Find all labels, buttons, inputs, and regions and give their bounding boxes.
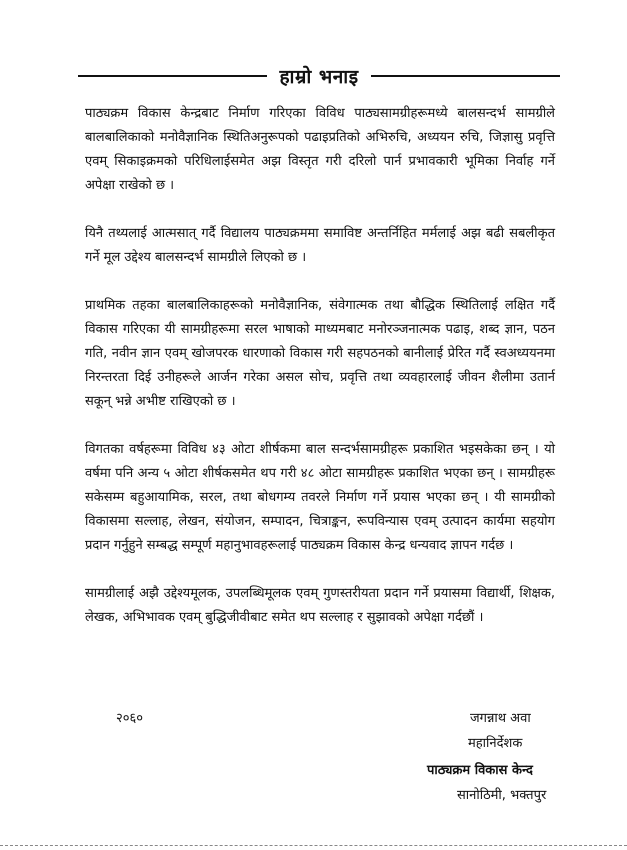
- title-rule-right: [371, 75, 560, 77]
- year: २०६०: [116, 711, 144, 726]
- paragraph-4: विगतका वर्षहरूमा विविध ४३ ओटा शीर्षकमा बाल सन्दर्भसामग्रीहरू प्रकाशित भइसकेका छन् । यो वर्षमा पनि अन्य ५ ओटा शीर्षकसमेत थप गरी ४८ ओटा सामग्रीहरू प्रकाशित भएका छन् । सामग्रीहरू सकेसम्म बहुआयामिक, सरल, तथा बोधगम्य तवरले निर्माण गर्ने प्रयास भएका छन् । यी सामग्रीको विकासमा सल्लाह, लेखन, संयोजन, सम्पादन, चित्राङ्कन, रूपविन्यास एवम् उत्पादन कार्यमा सहयोग प्रदान गर्नुहुने सम्बद्ध सम्पूर्ण महानुभावहरूलाई पाठ्यक्रम विकास केन्द्र धन्यवाद ज्ञापन गर्दछ ।: [85, 442, 555, 553]
- title-rule-left: [78, 75, 267, 77]
- bottom-divider: [0, 845, 627, 846]
- paragraph-5: सामग्रीलाई अझै उद्देश्यमूलक, उपलब्धिमूलक एवम् गुणस्तरीयता प्रदान गर्ने प्रयासमा विद्यार्थी, शिक्षक, लेखक, अभिभावक एवम् बुद्धिजीवीबाट समेत थप सल्लाह र सुझावको अपेक्षा गर्दछौं ।: [85, 586, 555, 625]
- title-row: [78, 62, 560, 90]
- paragraph-1: पाठ्यक्रम विकास केन्द्रबाट निर्माण गरिएका विविध पाठ्यसामग्रीहरूमध्ये बालसन्दर्भ सामग्रीले बालबालिकाको मनोवैज्ञानिक स्थितिअनुरूपको पढाइप्रतिको अभिरुचि, अध्ययन रुचि, जिज्ञासु प्रवृत्ति एवम् सिकाइक्रमको परिधिलाईसमेत अझ विस्तृत गरी दरिलो पार्न प्रभावकारी भूमिका निर्वाह गर्ने अपेक्षा राखेको छ ।: [85, 106, 555, 193]
- organization-address: सानोठिमी, भक्तपुर: [457, 788, 547, 803]
- document-body: [85, 102, 555, 654]
- paragraph-2: यिनै तथ्यलाई आत्मसात् गर्दै विद्यालय पाठ्यक्रममा समाविष्ट अन्तर्निहित मर्मलाई अझ बढी सबलीकृत गर्ने मूल उद्देश्य बालसन्दर्भ सामग्रीले लिएको छ ।: [85, 226, 555, 265]
- signatory-designation: महानिर्देशक: [468, 736, 523, 751]
- organization-name: पाठ्यक्रम विकास केन्द: [427, 763, 533, 778]
- page-title: हाम्रो भनाइ: [279, 66, 359, 88]
- signatory-name: जगन्नाथ अवा: [470, 711, 531, 726]
- paragraph-3: प्राथमिक तहका बालबालिकाहरूको मनोवैज्ञानिक, संवेगात्मक तथा बौद्धिक स्थितिलाई लक्षित गर्दै विकास गरिएका यी सामग्रीहरूमा सरल भाषाको माध्यमबाट मनोरञ्जनात्मक पढाइ, शब्द ज्ञान, पठन गति, नवीन ज्ञान एवम् खोजपरक धारणाको विकास गरी सहपठनको बानीलाई प्रेरित गर्दै स्वअध्ययनमा निरन्तरता दिई उनीहरूले आर्जन गरेका असल सोच, प्रवृत्ति तथा व्यवहारलाई जीवन शैलीमा उतार्न सकून् भन्ने अभीष्ट राखिएको छ ।: [85, 298, 555, 409]
